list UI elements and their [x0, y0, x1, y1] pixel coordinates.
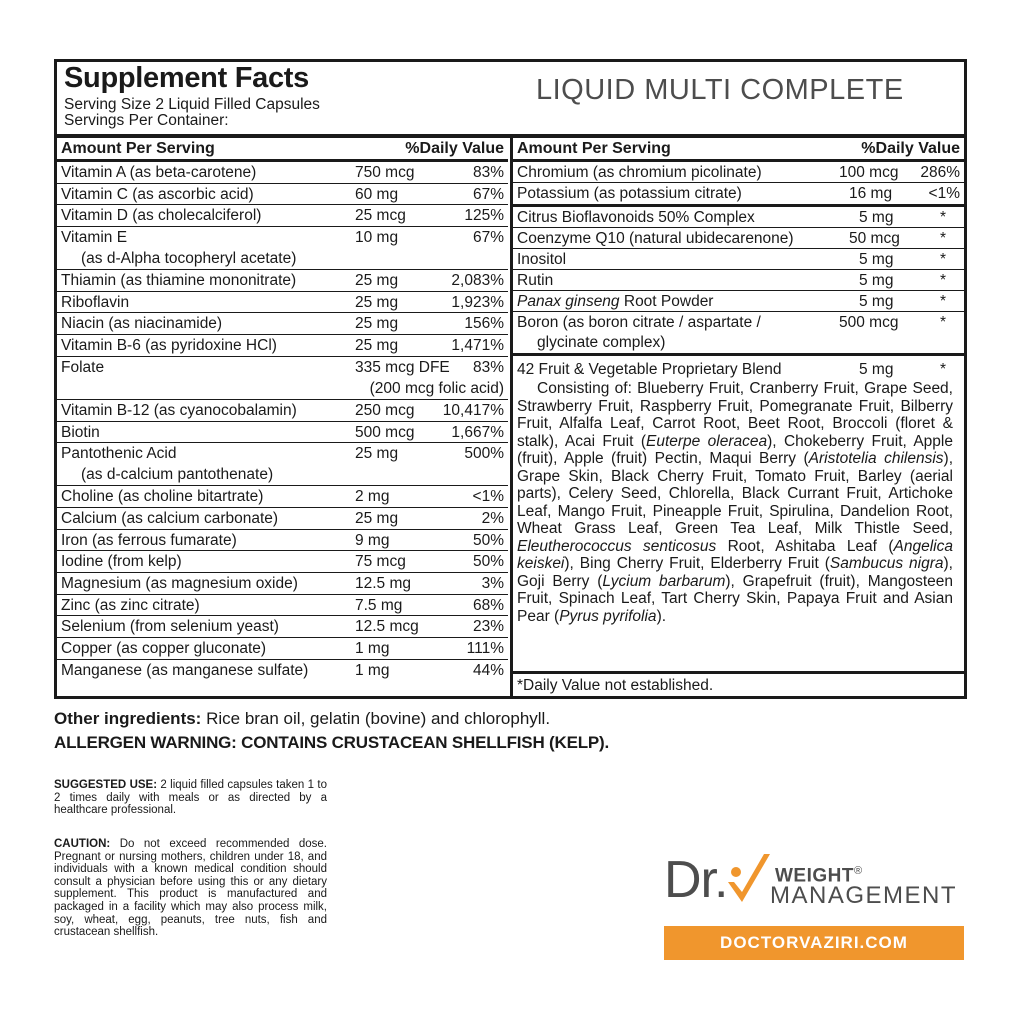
nutrient-amount: 2 mg — [355, 488, 390, 506]
daily-value-header: %Daily Value — [405, 140, 504, 157]
nutrient-daily-value: 3% — [481, 574, 504, 592]
latin-name: Angelica keiskei — [517, 537, 953, 572]
nutrient-name: Calcium (as calcium carbonate) — [61, 509, 279, 527]
nutrient-name: Vitamin D (as cholecalciferol) — [61, 207, 262, 225]
nutrient-row — [57, 422, 508, 444]
caution-text: Do not exceed recommended dose. Pregnant or nursing mothers, children under 18, and individuals with a known medical condition should consult a physician before using this or any dietary supplement. This product is manufactured and packaged in a facility which may also process milk, soy, wheat, egg, peanuts, tree nuts, fish and crustacean shellfish. — [54, 838, 327, 939]
nutrient-name: Vitamin B-6 (as pyridoxine HCl) — [61, 337, 277, 355]
amount-per-serving-header: Amount Per Serving — [61, 140, 215, 157]
caution-label: CAUTION: — [54, 838, 111, 850]
daily-value-header: %Daily Value — [861, 140, 960, 157]
nutrient-daily-value: 2% — [481, 509, 504, 527]
allergen-warning: ALLERGEN WARNING: CONTAINS CRUSTACEAN SHELLFISH (KELP). — [54, 733, 610, 752]
nutrient-row — [57, 530, 508, 552]
product-name: LIQUID MULTI COMPLETE — [536, 74, 904, 106]
ingredient-text: ), Grapefruit (fruit), Mangosteen Fruit, Spinach Leaf, Tart Cherry Skin, Papaya Fruit and Asian Pear ( — [517, 572, 954, 625]
nutrient-amount: 12.5 mg — [355, 574, 412, 592]
logo-weight-text: WEIGHT — [775, 865, 854, 887]
nutrient-daily-value: * — [939, 251, 946, 268]
nutrient-daily-value: * — [939, 314, 946, 331]
nutrient-daily-value: 67% — [472, 185, 504, 203]
nutrient-name: Thiamin (as thiamine mononitrate) — [61, 272, 297, 290]
nutrient-name: Niacin (as niacinamide) — [61, 315, 223, 333]
left-nutrient-column — [57, 138, 508, 681]
nutrient-row — [57, 270, 508, 292]
nutrient-name: Iron (as ferrous fumarate) — [61, 531, 237, 549]
nutrient-name: Vitamin B-12 (as cyanocobalamin) — [61, 401, 297, 419]
nutrient-amount: 750 mcg — [355, 164, 415, 181]
nutrient-amount: 500 mcg — [355, 423, 415, 441]
nutrient-daily-value: * — [939, 230, 946, 247]
servings-per-container: Servings Per Container: — [64, 112, 229, 129]
nutrient-daily-value: <1% — [928, 185, 960, 202]
nutrient-daily-value: 83% — [472, 164, 504, 181]
nutrient-name: Zinc (as zinc citrate) — [61, 596, 200, 614]
other-ingredients-text: Rice bran oil, gelatin (bovine) and chlorophyll. — [201, 709, 551, 728]
nutrient-name: Biotin — [61, 423, 100, 441]
logo-dr-text — [664, 852, 727, 908]
nutrient-amount: 50 mcg — [849, 230, 900, 247]
nutrient-amount: 12.5 mcg — [355, 618, 419, 636]
nutrient-amount: 5 mg — [859, 293, 894, 310]
website-url: DOCTORVAZIRI.COM — [664, 926, 964, 960]
nutrient-daily-value: 67% — [472, 229, 504, 247]
nutrient-daily-value: 125% — [464, 207, 504, 225]
nutrient-daily-value: 2,083% — [451, 272, 504, 290]
nutrient-daily-value: 44% — [472, 661, 504, 679]
right-column-header — [513, 138, 964, 162]
ingredient-text: ), Bing Cherry Fruit, Elderberry Fruit ( — [564, 555, 830, 572]
ingredient-text: ), Goji Berry ( — [517, 555, 953, 590]
latin-name: Pyrus pyrifolia — [559, 607, 657, 625]
nutrient-source: (as d-Alpha tocopheryl acetate) — [81, 250, 297, 268]
folic-acid-note: (200 mcg folic acid) — [369, 379, 504, 397]
nutrient-amount: 60 mg — [355, 185, 399, 203]
supplement-facts-title: Supplement Facts — [64, 62, 309, 94]
suggested-use-label: SUGGESTED USE: — [54, 779, 158, 791]
nutrient-row — [57, 486, 508, 508]
nutrient-daily-value: * — [939, 272, 946, 289]
nutrient-amount: 25 mcg — [355, 207, 406, 225]
nutrient-name: Manganese (as manganese sulfate) — [61, 661, 309, 679]
blend-amount: 5 mg — [859, 361, 894, 378]
other-ingredients — [54, 709, 550, 729]
nutrient-name: Copper (as copper gluconate) — [61, 640, 267, 657]
nutrient-row — [57, 313, 508, 335]
nutrient-name: Rutin — [517, 272, 554, 289]
nutrient-amount: 335 mcg DFE — [355, 358, 450, 376]
suggested-use — [54, 779, 327, 817]
left-column-header — [57, 138, 508, 162]
nutrient-amount: 500 mcg — [839, 314, 899, 331]
amount-per-serving-header: Amount Per Serving — [517, 140, 671, 157]
latin-name: Eleutherococcus senticosus — [517, 537, 717, 555]
nutrient-name — [517, 292, 713, 312]
ingredient-text: Root, Ashitaba Leaf ( — [716, 537, 894, 555]
nutrient-amount: 25 mg — [355, 509, 399, 527]
nutrient-daily-value: 1,471% — [451, 337, 504, 355]
nutrient-row — [57, 551, 508, 573]
nutrient-amount: 1 mg — [355, 661, 390, 679]
nutrient-amount: 16 mg — [849, 185, 893, 202]
nutrient-amount: 1 mg — [355, 640, 390, 657]
nutrient-source: (as d-calcium pantothenate) — [81, 466, 274, 484]
nutrient-daily-value: 10,417% — [442, 401, 504, 419]
nutrient-name: Choline (as choline bitartrate) — [61, 488, 264, 506]
suggested-use-text: 2 liquid filled capsules taken 1 to 2 times daily with meals or as directed by a healthcare professional. — [54, 779, 327, 817]
nutrient-row — [57, 616, 508, 638]
nutrient-name: Chromium (as chromium picolinate) — [517, 164, 762, 181]
nutrient-amount: 100 mcg — [839, 164, 899, 181]
nutrient-daily-value: 500% — [464, 445, 504, 463]
nutrient-amount: 5 mg — [859, 209, 894, 226]
registered-mark: ® — [854, 865, 863, 877]
nutrient-row — [57, 443, 508, 486]
ingredient-text: Consisting of: Blueberry Fruit, Cranberry Fruit, Grape Seed, Strawberry Fruit, Raspberry Fruit, Pomegranate Fruit, Bilberry Fruit, Alfalfa Leaf, Carrot Root, Beet Root, Broccoli (floret & stalk), Acai Fruit ( — [517, 380, 953, 450]
nutrient-row — [57, 573, 508, 595]
nutrient-name: Selenium (from selenium yeast) — [61, 618, 279, 636]
right-nutrient-column — [513, 138, 964, 694]
nutrient-daily-value: 83% — [472, 358, 504, 376]
caution — [54, 838, 327, 939]
nutrient-name: Coenzyme Q10 (natural ubidecarenone) — [517, 230, 794, 247]
nutrient-amount: 7.5 mg — [355, 596, 403, 614]
nutrient-name-rest: Root Powder — [619, 293, 714, 310]
nutrient-row — [513, 207, 964, 228]
nutrient-daily-value: 23% — [472, 618, 504, 636]
proprietary-blend-row — [513, 356, 964, 674]
nutrient-daily-value: * — [939, 209, 946, 226]
nutrient-amount: 25 mg — [355, 445, 399, 463]
brand-logo — [664, 848, 966, 962]
nutrient-daily-value: 1,667% — [451, 423, 504, 441]
nutrient-row — [513, 162, 964, 183]
nutrient-row — [57, 400, 508, 422]
nutrient-daily-value: 111% — [466, 640, 504, 657]
nutrient-amount: 250 mcg — [355, 401, 415, 419]
nutrient-row — [57, 205, 508, 227]
nutrient-row — [513, 183, 964, 207]
nutrient-name: Pantothenic Acid — [61, 445, 177, 463]
logo-dr: Dr. — [664, 851, 728, 909]
nutrient-amount: 25 mg — [355, 315, 399, 333]
nutrient-daily-value: 156% — [464, 315, 504, 333]
nutrient-row — [57, 162, 508, 184]
nutrient-name: Inositol — [517, 251, 567, 268]
blend-name: 42 Fruit & Vegetable Proprietary Blend — [517, 361, 782, 378]
nutrient-row — [513, 249, 964, 270]
nutrient-amount: 5 mg — [859, 272, 894, 289]
nutrient-row — [57, 357, 508, 400]
nutrient-amount: 10 mg — [355, 229, 399, 247]
logo-management: MANAGEMENT — [770, 882, 958, 909]
latin-name: Euterpe oleracea — [645, 432, 768, 450]
ingredient-text: ), Grape Skin, Black Cherry Fruit, Tomato Fruit, Barley (aerial parts), Celery Seed, Chlorella, Black Currant Fruit, Artichoke Leaf, Mango Fruit, Pineapple Fruit, Spirulina, Dandelion Root, Wheat Grass Leaf, Green Tea Leaf, Milk Thistle Seed, — [517, 450, 953, 537]
nutrient-amount: 75 mcg — [355, 553, 406, 571]
nutrient-row — [57, 335, 508, 357]
nutrient-row — [57, 227, 508, 270]
nutrient-amount: 5 mg — [859, 251, 894, 268]
nutrient-name: Folate — [61, 358, 105, 376]
nutrient-row — [57, 660, 508, 682]
nutrient-name: Citrus Bioflavonoids 50% Complex — [517, 209, 755, 226]
nutrient-daily-value: 68% — [472, 596, 504, 614]
checkmark-icon — [722, 850, 774, 910]
nutrient-row — [57, 292, 508, 314]
nutrient-name: Boron (as boron citrate / aspartate / — [517, 314, 761, 331]
nutrient-row — [57, 595, 508, 617]
serving-size: Serving Size 2 Liquid Filled Capsules — [64, 96, 320, 113]
daily-value-footnote: *Daily Value not established. — [517, 677, 714, 694]
ingredient-text: ). — [656, 607, 667, 625]
latin-name: Aristotelia chilensis — [808, 450, 944, 467]
nutrient-name: Vitamin E — [61, 229, 128, 247]
nutrient-daily-value: 50% — [472, 531, 504, 549]
nutrient-name: Riboflavin — [61, 293, 130, 311]
latin-name: Sambucus nigra — [829, 555, 944, 572]
nutrient-amount: 25 mg — [355, 272, 399, 290]
nutrient-source: glycinate complex) — [537, 334, 666, 351]
nutrient-daily-value: <1% — [472, 488, 504, 506]
nutrient-row — [513, 291, 964, 312]
nutrient-daily-value: 286% — [920, 164, 960, 181]
nutrient-row — [513, 228, 964, 249]
nutrient-row — [513, 270, 964, 291]
nutrient-row — [57, 508, 508, 530]
nutrient-daily-value: 1,923% — [451, 293, 504, 311]
nutrient-name: Iodine (from kelp) — [61, 553, 182, 571]
nutrient-amount: 9 mg — [355, 531, 390, 549]
nutrient-name: Vitamin A (as beta-carotene) — [61, 164, 257, 181]
nutrient-amount: 25 mg — [355, 337, 399, 355]
nutrient-row — [513, 312, 964, 356]
nutrient-name: Vitamin C (as ascorbic acid) — [61, 185, 254, 203]
other-ingredients-label: Other ingredients: — [54, 709, 202, 728]
nutrient-name-latin: Panax ginseng — [517, 293, 620, 310]
blend-ingredients — [517, 380, 953, 625]
latin-name: Lycium barbarum — [602, 572, 726, 590]
nutrient-row — [57, 184, 508, 206]
nutrient-name: Magnesium (as magnesium oxide) — [61, 574, 298, 592]
nutrient-daily-value: * — [939, 293, 946, 310]
nutrient-name: Potassium (as potassium citrate) — [517, 185, 742, 202]
nutrient-daily-value: 50% — [472, 553, 504, 571]
nutrient-amount: 25 mg — [355, 293, 399, 311]
nutrient-row — [57, 638, 508, 660]
blend-daily-value: * — [939, 361, 946, 378]
ingredient-text: ), Chokeberry Fruit, Apple (fruit), Apple (fruit) Pectin, Maqui Berry ( — [517, 432, 953, 467]
